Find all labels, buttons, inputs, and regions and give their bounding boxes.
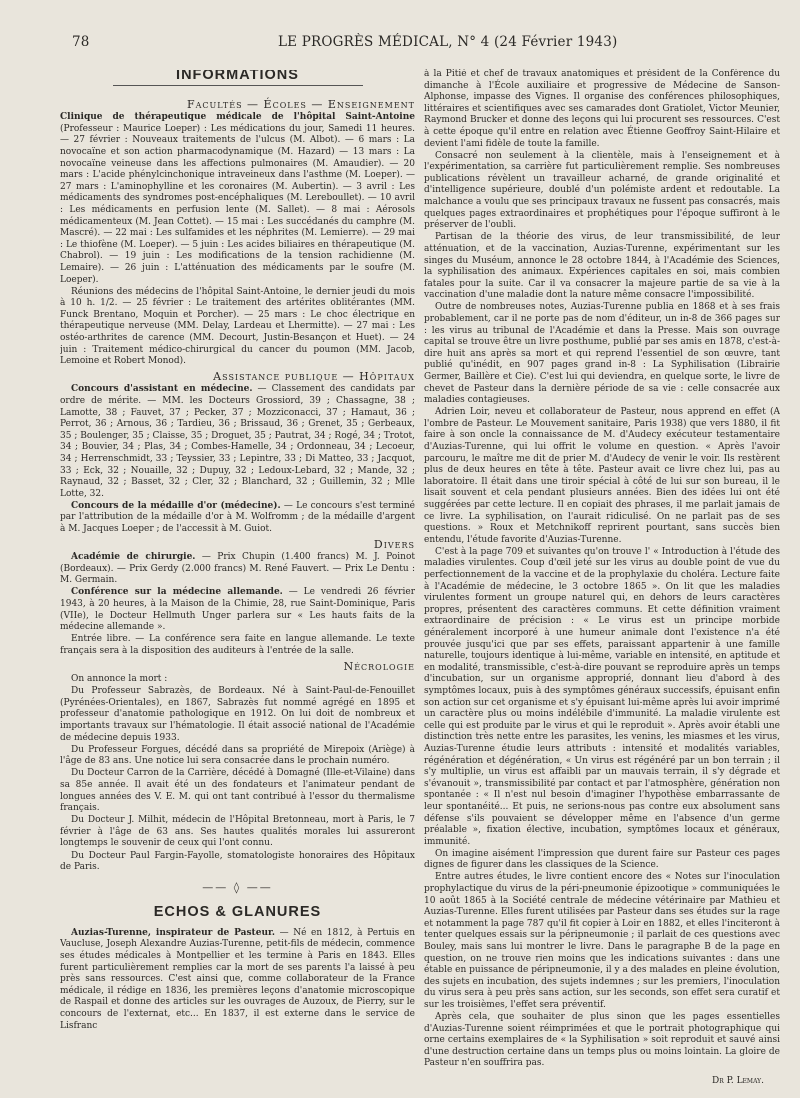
informations-heading: INFORMATIONS — [60, 70, 415, 86]
clinique-run-in: Clinique de thérapeutique médicale de l'hôpital Saint-Antoine — [60, 112, 415, 123]
journal-title: LE PROGRÈS MÉDICAL, N° 4 (24 Février 1943) — [278, 34, 618, 50]
right-column — [424, 69, 780, 1084]
sabrazes-paragraph: Du Professeur Sabrazès, de Bordeaux. Né à Saint-Paul-de-Fenouillet (Pyrénées-Orientales), en 1867, Sabrazès fut nommé agrégé en 1895 et professeur d'anatomie pathologique en 1912. On lui doit de nombreux et importants travaux sur l'hématologie. Il était associé national de l'Académie de médecine depuis 1933. — [60, 686, 415, 743]
forgues-paragraph: Du Professeur Forgues, décédé dans sa propriété de Mirepoix (Ariège) à l'âge de 83 ans. Une notice lui sera consacrée dans le prochain numéro. — [60, 744, 415, 767]
page-number: 78 — [72, 34, 90, 50]
pitie-paragraph: à la Pitié et chef de travaux anatomiques et président de la Conférence du dimanche à l'École auxiliaire et progressive de Médecine de Sanson-Alphonse, impasse des Vignes. Il organise des conférences philosophiques, littéraires et scientifiques avec ses camarades dont Gratiolet, Victor Meunier, Raymond Brucker et donne des leçons qui lui procurent ses ressources. C'est à cette époque qu'il entre en relation avec Étienne Geoffroy Saint-Hilaire et devient l'ami fidèle de toute la famille. — [424, 69, 780, 149]
academie-paragraph — [60, 552, 415, 587]
necrologie-subheading: Nécrologie — [343, 659, 415, 673]
auzias-run-in: Auzias-Turenne, inspirateur de Pasteur. — [71, 927, 276, 938]
milhit-paragraph: Du Docteur J. Milhit, médecin de l'Hôpital Bretonneau, mort à Paris, le 7 février à l'âge de 63 ans. Ses hautes qualités morales lui assureront longtemps le souvenir de ceux qui l'ont connu. — [60, 815, 415, 849]
section-ornament: —— ◊ —— — [202, 880, 273, 894]
outre-paragraph: Outre de nombreuses notes, Auzias-Turenne publia en 1868 et à ses frais probablement, car il ne porte pas de nom d'éditeur, un in-8 de 366 pages sur : les virus au tribunal de l'Académie et dans la Presse. Mais son ouvrage capital se trouve être un livre posthume, publié par ses amis en 1878, c'est-à-dire huit ans après sa mort et qui reprend l'essentiel de son œuvre, tant publié qu'inédit, en 907 pages grand in-8 : La Syphilisation (Librairie Germer, Baillère et Cie). C'est lui qui deviendra, en quelque sorte, le livre de chevet de Pasteur dans la dernière période de sa vie : celle consacrée aux maladies contagieuses. — [424, 302, 780, 406]
left-column — [60, 70, 415, 1085]
academie-text: — Prix Chupin (1.400 francs) M. J. Poinot (Bordeaux). — Prix Gerdy (2.000 francs) M. René Fauvert. — Prix Le Dentu : M. Germain. — [60, 552, 415, 586]
page709-paragraph: C'est à la page 709 et suivantes qu'on trouve l' « Introduction à l'étude des maladies virulentes. Coup d'œil jeté sur les virus au double point de vue du perfectionnement de la vaccine et de la prophylaxie du choléra. Lecture faite à l'Académie de médecine, le 3 octobre 1865 ». On lit que les maladies virulentes forment un groupe naturel qui, en dehors de leurs caractères propres, présentent des caractères communs. Et cette définition vraiment extraordinaire de précision : « Le virus est un principe morbide généralement incorporé à une humeur animale dont l'existence n'a été prouvée jusqu'ici que par ses effets, paraissant appartenir à une famille naturelle, toujours identique à lui-même, variable en intensité, en aptitude et en modalité, transmissible, c'est-à-dire pouvant se reproduire après un temps d'incubation, sur un organisme approprié, donnant lieu d'abord à des symptômes locaux, puis à des symptômes généraux successifs, épuisant enfin son action sur cet organisme et s'y épuisant lui-même après lui avoir imprimé un caractère plus ou moins indélébile d'immunité. La maladie virulente est celle qui est produite par le virus et qui le reproduit ». Après avoir établi une distinction très nette entre les parasites, les venins, les miasmes et les virus, Auzias-Turenne étudie leurs attributs : intensité et modalités variables, régénération et dégénération, « Un virus est régénéré par un bon terrain ; il s'y multiplie, un virus est affaibli par un mauvais terrain, il s'y dégrade et s'évanouit », transmissibilité par contact et par l'atmosphère, génération non spontanée : « Il n'est nul besoin d'imaginer l'hypothèse embarrassante de leur spontanéité... Et puis, ne serions-nous pas contre eux absolument sans défense s'ils pouvaient se développer même en l'absence d'un germe préalable », fixation élective, incubation, symptômes locaux et généraux, immunité. — [424, 546, 780, 847]
annonce-paragraph: On annonce la mort : — [71, 674, 168, 685]
entre-paragraph: Entre autres études, le livre contient encore des « Notes sur l'inoculation prophylactique du virus de la péri-pneumonie épizootique » communiquées le 10 août 1865 à la Société centrale de médecine vétérinaire par Mathieu et Auzias-Turenne. Elles furent utilisées par Pasteur dans ses études sur la rage et notamment la page 787 qu'il fit copier à Loir en 1882, et elles l'inciteront à tenter quelques essais sur la péripneumonie ; il parlait de ces questions avec Bouley, mais sans lui montrer le livre. Dans le paragraphe B de la page en question, on ne trouve rien moins que les indications suivantes : dans une étable en puissance de péripneumonie, il y a des malades en pleine évolution, des sujets en incubation, des sujets indemnes ; sur les premiers, l'inoculation du virus sera à peu près sans action, sur les seconds, son effet sera curatif et sur les troisièmes, l'effet sera préventif. — [424, 872, 780, 1010]
academie-run-in: Académie de chirurgie. — [71, 552, 196, 563]
author-signature: Dr P. Lemay. — [712, 1076, 764, 1084]
reunions-paragraph: Réunions des médecins de l'hôpital Saint-Antoine, le dernier jeudi du mois à 10 h. 1/2. — 25 février : Le traitement des artérites oblitérantes (MM. Funck Brentano, Moquin et Porcher). — 25 mars : Le choc électrique en thérapeutique nerveuse (MM. Delay, Lardeau et Lhermitte). — 27 mai : Les ostéo-arthrites de carence (MM. Decourt, Justin-Besançon et Huet). — 24 juin : Traitement médico-chirurgical du cancer du poumon (MM. Jacob, Lemoine et Robert Monod). — [60, 286, 415, 367]
fargin-paragraph: Du Docteur Paul Fargin-Fayolle, stomatologiste honoraires des Hôpitaux de Paris. — [60, 850, 415, 873]
clinique-paragraph — [60, 112, 415, 286]
loir-paragraph: Adrien Loir, neveu et collaborateur de Pasteur, nous apprend en effet (A l'ombre de Pasteur. Le Mouvement sanitaire, Paris 1938) que vers 1880, il fit faire à son oncle la connaissance de M. d'Audecy exécuteur testamentaire d'Auzias-Turenne, qui lui offrit le volume en question. « Après l'avoir parcouru, le maître me dit de prier M. d'Audecy de venir le voir. Ils restèrent plus de deux heures en tête à tête. Pasteur avait ce livre chez lui, pas au laboratoire. Il était dans une tiroir spécial à côté de lui sur son bureau, il le lisait souvent et cela pendant plusieurs années. Bien des idées lui ont été suggérées par cette lecture. Il en copiait des phrases, il me parlait jamais de ce livre. La syphilisation, on l'aurait ridiculisé. On ne parlait pas de ses questions. » Roux et Metchnikoff reprirent pourtant, sans succès bien entendu, l'étude favorite d'Auzias-Turenne. — [424, 407, 780, 545]
partisan-paragraph: Partisan de la théorie des virus, de leur transmissibilité, de leur atténuation, et de la vaccination, Auzias-Turenne, expérimentant sur les singes du Muséum, annonce le 28 octobre 1844, à l'Académie des Sciences, la syphilisation des animaux. Expériences capitales en soi, mais combien fatales pour la suite. Car il va consacrer la majeure partie de sa vie à la vaccination d'une maladie dont la nature même consacre l'impossibilité. — [424, 232, 780, 301]
running-header — [72, 34, 772, 52]
concours-paragraph — [60, 384, 415, 500]
apres-paragraph: Après cela, que souhaiter de plus sinon que les pages essentielles d'Auzias-Turenne soient réimprimées et que le portrait photographique qui orne certains exemplaires de « la Syphilisation » soit reproduit et sauvé ainsi d'une destruction certaine dans un temps plus ou moins lointain. La gloire de Pasteur n'en souffrira pas. — [424, 1012, 780, 1069]
medaille-run-in: Concours de la médaille d'or (médecine). — [71, 500, 281, 511]
divers-subheading: Divers — [373, 537, 415, 551]
auzias-text: — Né en 1812, à Pertuis en Vaucluse, Joseph Alexandre Auzias-Turenne, petit-fils de médecin, commence ses études médicales à Montpellier et les termine à Paris en 1843. Elles furent particulièrement remplies car la mort de ses parents l'a laissé à peu près sans ressources. C'est ainsi que, comme collaborateur de la France médicale, il rédige en 1836, les premières leçons d'anatomie microscopique de Raspail et donne des articles sur les ouvrages de Auzoux, de Pierry, sur le concours de l'externat, etc... En 1837, il est externe dans le service de Lisfranc — [60, 927, 415, 1031]
conference-text: — Le vendredi 26 février 1943, à 20 heures, à la Maison de la Chimie, 28, rue Saint-Dominique, Paris (VIIe), le Docteur Hellmuth Unger parlera sur « Les hauts faits de la médecine allemande ». — [60, 587, 415, 633]
echos-heading: ECHOS & GLANURES — [153, 904, 322, 921]
consacre-paragraph: Consacré non seulement à la clientèle, mais à l'enseignement et à l'expérimentation, sa carrière fut particulièrement remplie. Ses nombreuses publications révèlent un travailleur acharné, de grande originalité et d'intelligence supérieure, doublé d'un polémiste ardent et redoutable. La malchance a voulu que ses principaux travaux ne fussent pas consacrés, mais quelques pages extraordinaires et prophétiques pour l'époque suffiront à le préserver de l'oubli. — [424, 150, 780, 231]
entree-paragraph: Entrée libre. — La conférence sera faite en langue allemande. Le texte français sera à la disposition des auditeurs à l'entrée de la salle. — [60, 634, 415, 656]
concours-run-in: Concours d'assistant en médecine. — [71, 384, 253, 395]
carron-paragraph: Du Docteur Carron de la Carrière, décédé à Domagné (Ille-et-Vilaine) dans sa 85e année. Il avait été un des fondateurs et l'animateur pendant de longues années des V. E. M. qui ont tant contribué à l'essor du thermalisme français. — [60, 768, 415, 814]
auzias-paragraph — [60, 928, 415, 1032]
facultes-subheading: Facultés — Écoles — Enseignement — [186, 97, 415, 111]
imagine-paragraph: On imagine aisément l'impression que durent faire sur Pasteur ces pages dignes de figurer dans les classiques de la Science. — [424, 848, 780, 871]
medaille-paragraph — [60, 501, 415, 536]
assistance-subheading: Assistance publique — Hôpitaux — [213, 369, 415, 383]
medaille-text: — Le concours s'est terminé par l'attribution de la médaille d'or à M. Wolfromm ; de la médaille d'argent à M. Jacques Loeper ; de l'accessit à M. Guiot. — [60, 500, 415, 534]
conference-run-in: Conférence sur la médecine allemande. — [71, 587, 283, 598]
conference-paragraph — [60, 587, 415, 633]
clinique-text: (Professeur : Maurice Loeper) : Les médications du jour, Samedi 11 heures. — 27 février : Nouveaux traitements de l'ulcus (M. Albot). — 6 mars : La novocaïne et son action pharmacodynamique (M. Hazard) — 13 mars : La novocaïne veineuse dans les affections pulmonaires (M. Amaudier). — 20 mars : L'acide phénylcinchonique intraveineux dans l'asthme (M. Loeper). — 27 mars : L'aminophylline et les coronaires (M. Aubertin). — 3 avril : Les médicaments des syndromes post-encéphaliques (M. Lereboullet). — 10 avril : Les médicaments en perfusion lente (M. Sallet). — 8 mai : Aérosols médicamenteux (M. Jean Cottet). — 15 mai : Les succédanés du camphre (M. Mascré). — 22 mai : Les sulfamides et les néphrites (M. Lemierre). — 29 mai : Le thiofène (M. Loeper). — 5 juin : Les acides biliaires en thérapeutique (M. Chabrol). — 19 juin : Les modifications de la tension rachidienne (M. Lemaire). — 26 juin : L'atténuation des médicaments par le soufre (M. Loeper). — [60, 123, 415, 285]
concours-text: — Classement des candidats par ordre de mérite. — MM. les Docteurs Grossiord, 39 ; Chassagne, 38 ; Lamotte, 38 ; Fauvet, 37 ; Pecker, 37 ; Mozziconacci, 37 ; Hamaut, 36 ; Perrot, 36 ; Arnous, 36 ; Tardieu, 36 ; Brissaud, 36 ; Grenet, 35 ; Gerbeaux, 35 ; Boulenger, 35 ; Claisse, 35 ; Droguet, 35 ; Pautrat, 34 ; Rogé, 34 ; Trotot, 34 ; Bouvier, 34 ; Plas, 34 ; Combes-Hamelle, 34 ; Ordonneau, 34 ; Lecoeur, 34 ; Herrenschmidt, 33 ; Teyssier, 33 ; Lepintre, 33 ; Di Matteo, 33 ; Jacquot, 33 ; Eck, 32 ; Nouaille, 32 ; Dupuy, 32 ; Ledoux-Lebard, 32 ; Mande, 32 ; Raynaud, 32 ; Basset, 32 ; Cler, 32 ; Blanchard, 32 ; Guillemin, 32 ; Mlle Lotte, 32. — [60, 384, 415, 499]
